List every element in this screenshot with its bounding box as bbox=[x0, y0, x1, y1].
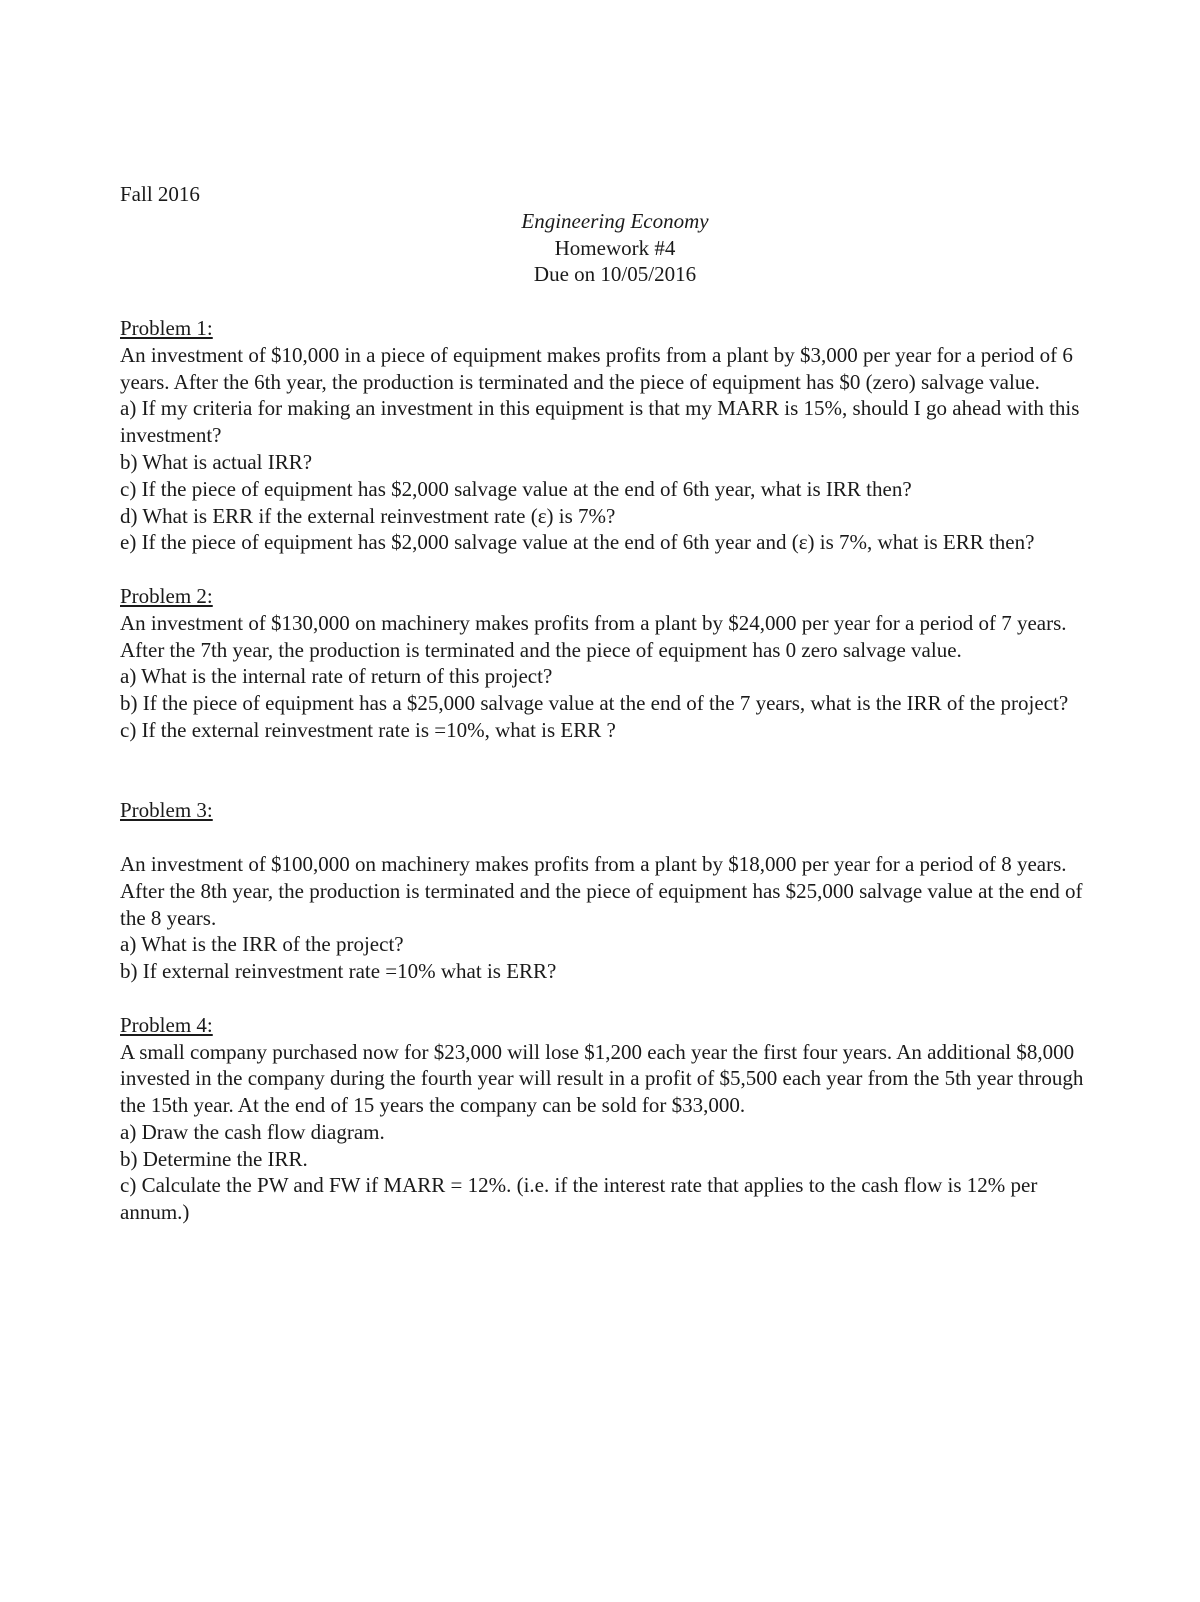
problem-statement: A small company purchased now for $23,000 will lose $1,200 each year the first four years. An additional $8,000 invested in the company during the fourth year will result in a profit of $5,500 each year from the 5th year through the 15th year. At the end of 15 years the company can be sold for $33,000. bbox=[120, 1039, 1084, 1118]
problem-item: c) If the piece of equipment has $2,000 salvage value at the end of 6th year, what is IRR then? bbox=[120, 476, 912, 501]
problem-item: b) What is actual IRR? bbox=[120, 449, 313, 474]
problem-item: c) If the external reinvestment rate is =10%, what is ERR ? bbox=[120, 717, 616, 742]
problem-statement: An investment of $130,000 on machinery makes profits from a plant by $24,000 per year for a period of 7 years. After the 7th year, the production is terminated and the piece of equipment has 0 zero salvage value. bbox=[120, 610, 1067, 662]
problem-3 bbox=[120, 797, 1110, 985]
problem-4 bbox=[120, 1012, 1110, 1226]
problem-heading: Problem 4: bbox=[120, 1012, 213, 1037]
semester-label: Fall 2016 bbox=[120, 182, 200, 206]
problem-item: a) What is the IRR of the project? bbox=[120, 932, 404, 957]
problem-item: a) If my criteria for making an investment in this equipment is that my MARR is 15%, should I go ahead with this investment? bbox=[120, 396, 1080, 448]
assignment-title: Homework #4 bbox=[554, 235, 676, 260]
problem-item: a) What is the internal rate of return of this project? bbox=[120, 664, 553, 689]
problem-item: b) If external reinvestment rate =10% what is ERR? bbox=[120, 959, 557, 984]
problem-heading: Problem 2: bbox=[120, 583, 213, 608]
problem-heading: Problem 1: bbox=[120, 315, 213, 340]
due-date: Due on 10/05/2016 bbox=[533, 262, 697, 287]
problem-statement: An investment of $10,000 in a piece of equipment makes profits from a plant by $3,000 per year for a period of 6 years. After the 6th year, the production is terminated and the piece of equipment has $0 (zero) salvage value. bbox=[120, 342, 1073, 394]
document-header bbox=[120, 208, 1110, 288]
problem-item: e) If the piece of equipment has $2,000 salvage value at the end of 6th year and (ε) is 7%, what is ERR then? bbox=[120, 530, 1035, 555]
problem-2 bbox=[120, 583, 1110, 744]
problem-item: b) Determine the IRR. bbox=[120, 1146, 308, 1171]
problem-item: b) If the piece of equipment has a $25,000 salvage value at the end of the 7 years, what is the IRR of the project? bbox=[120, 691, 1069, 716]
problem-item: d) What is ERR if the external reinvestment rate (ε) is 7%? bbox=[120, 503, 616, 528]
problem-statement: An investment of $100,000 on machinery makes profits from a plant by $18,000 per year for a period of 8 years. After the 8th year, the production is terminated and the piece of equipment has $25,000 salvage value at the end of the 8 years. bbox=[120, 851, 1083, 930]
document-page bbox=[120, 181, 1110, 1226]
problem-1 bbox=[120, 315, 1110, 556]
problem-heading: Problem 3: bbox=[120, 798, 213, 823]
problem-item: c) Calculate the PW and FW if MARR = 12%. (i.e. if the interest rate that applies to the cash flow is 12% per annum.) bbox=[120, 1173, 1038, 1225]
problem-item: a) Draw the cash flow diagram. bbox=[120, 1119, 385, 1144]
course-title: Engineering Economy bbox=[521, 208, 709, 233]
